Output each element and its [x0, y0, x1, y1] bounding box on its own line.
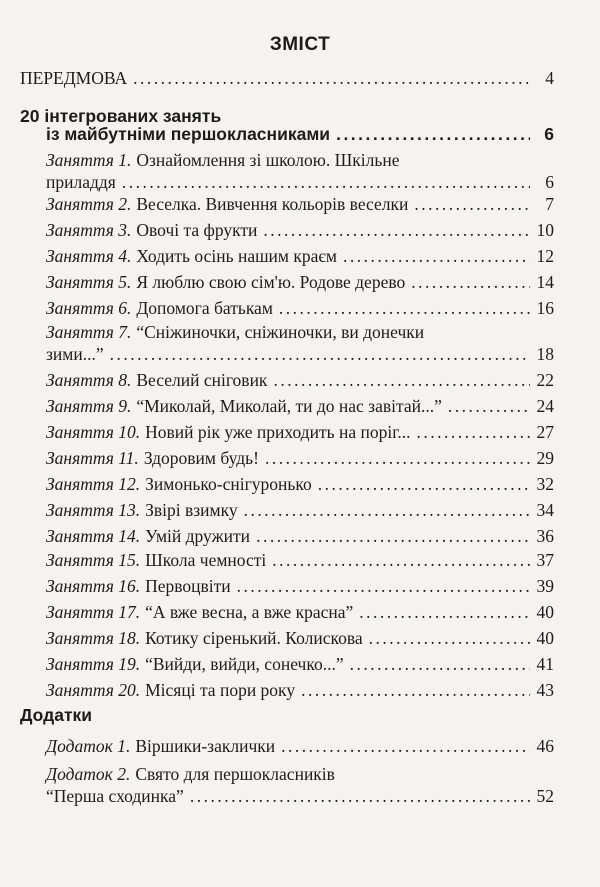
page-number: 39: [536, 576, 554, 596]
dot-leader: [244, 500, 530, 521]
dot-leader: [279, 298, 530, 319]
dot-leader: [318, 474, 530, 495]
dot-leader: [122, 172, 530, 193]
dot-leader: [265, 448, 530, 469]
dot-leader: [133, 68, 530, 89]
entry-title: Новий рік уже приходить на поріг...: [145, 422, 411, 442]
entry-title: Ознайомлення зі школою. Шкільне: [136, 150, 400, 170]
dot-leader: [414, 194, 530, 215]
page-number: 36: [536, 526, 554, 546]
dot-leader: [448, 396, 530, 417]
entry-label: Заняття 3.: [46, 220, 132, 240]
dot-leader: [359, 602, 530, 623]
entry-title-continued: зими...”: [46, 344, 104, 364]
entry-title: Овочі та фрукти: [136, 220, 258, 240]
entry-label: Заняття 8.: [46, 370, 132, 390]
dot-leader: [256, 526, 530, 547]
entry-title: “Сніжиночки, сніжиночки, ви донечки: [136, 322, 425, 342]
page-number: 52: [536, 786, 554, 806]
entry-label: Заняття 15.: [46, 550, 141, 570]
entry-title: “Миколай, Миколай, ти до нас завітай...”: [136, 396, 442, 416]
dot-leader: [190, 786, 530, 807]
entry-title: Звірі взимку: [145, 500, 238, 520]
page-number: 16: [536, 298, 554, 318]
entry-title: Я люблю свою сім'ю. Родове дерево: [136, 272, 406, 292]
page-number: 34: [536, 500, 554, 520]
entry-title: Здоровим будь!: [143, 448, 259, 468]
entry-title: Первоцвіти: [145, 576, 231, 596]
entry-title: Ходить осінь нашим краєм: [136, 246, 337, 266]
dot-leader: [237, 576, 530, 597]
page-number: 22: [536, 370, 554, 390]
entry-title: Умій дружити: [145, 526, 251, 546]
entry-label: Заняття 19.: [46, 654, 141, 674]
dot-leader: [336, 124, 530, 145]
entry-title: Зимонько-снігуронько: [145, 474, 312, 494]
page-number: 14: [536, 272, 554, 292]
dot-leader: [110, 344, 530, 365]
page-number: 41: [536, 654, 554, 674]
section-heading-lessons: 20 інтегрованих занять: [20, 106, 222, 126]
page-number: 29: [536, 448, 554, 468]
page-number: 6: [545, 172, 554, 192]
entry-label: Заняття 2.: [46, 194, 132, 214]
entry-label: Заняття 12.: [46, 474, 141, 494]
page-number: 37: [536, 550, 554, 570]
entry-label: Заняття 13.: [46, 500, 141, 520]
page-number: 12: [536, 246, 554, 266]
page-number: 32: [536, 474, 554, 494]
dot-leader: [369, 628, 530, 649]
page-number: 7: [545, 194, 554, 214]
page-number: 27: [536, 422, 554, 442]
page-number: 6: [544, 124, 554, 144]
entry-label: Заняття 7.: [46, 322, 132, 342]
entry-title-continued: приладдя: [46, 172, 116, 192]
entry-title: “Вийди, вийди, сонечко...”: [145, 654, 344, 674]
dot-leader: [301, 680, 530, 701]
entry-title: Віршики-заклички: [135, 736, 276, 756]
entry-title: Школа чемності: [145, 550, 267, 570]
dot-leader: [411, 272, 530, 293]
page-title: ЗМІСТ: [269, 34, 331, 55]
dot-leader: [343, 246, 530, 267]
entry-title: ПЕРЕДМОВА: [20, 68, 128, 88]
entry-title: Веселий сніговик: [136, 370, 268, 390]
dot-leader: [263, 220, 530, 241]
entry-title-continued: “Перша сходинка”: [46, 786, 184, 806]
entry-label: Заняття 1.: [46, 150, 132, 170]
entry-label: Додаток 2.: [46, 764, 131, 784]
entry-title: із майбутніми першокласниками: [46, 124, 331, 144]
entry-label: Заняття 16.: [46, 576, 141, 596]
entry-label: Заняття 14.: [46, 526, 141, 546]
entry-label: Заняття 20.: [46, 680, 141, 700]
entry-label: Заняття 9.: [46, 396, 132, 416]
dot-leader: [281, 736, 530, 757]
dot-leader: [417, 422, 530, 443]
entry-title: Котику сіренький. Колискова: [145, 628, 363, 648]
entry-label: Додаток 1.: [46, 736, 131, 756]
page-number: 40: [536, 602, 554, 622]
entry-title: Місяці та пори року: [145, 680, 296, 700]
page-number: 43: [536, 680, 554, 700]
entry-label: Заняття 17.: [46, 602, 141, 622]
section-heading-appendix: Додатки: [20, 705, 93, 725]
entry-label: Заняття 4.: [46, 246, 132, 266]
page-number: 24: [536, 396, 554, 416]
dot-leader: [272, 550, 530, 571]
entry-label: Заняття 10.: [46, 422, 141, 442]
dot-leader: [273, 370, 530, 391]
dot-leader: [350, 654, 530, 675]
entry-label: Заняття 5.: [46, 272, 132, 292]
page-number: 18: [536, 344, 554, 364]
entry-title: Веселка. Вивчення кольорів веселки: [136, 194, 409, 214]
page-number: 40: [536, 628, 554, 648]
page-number: 46: [536, 736, 554, 756]
entry-title: “А вже весна, а вже красна”: [145, 602, 354, 622]
entry-label: Заняття 18.: [46, 628, 141, 648]
entry-title: Допомога батькам: [136, 298, 273, 318]
page-number: 4: [545, 68, 554, 88]
entry-label: Заняття 11.: [46, 448, 139, 468]
entry-label: Заняття 6.: [46, 298, 132, 318]
entry-title: Свято для першокласників: [135, 764, 335, 784]
page-number: 10: [536, 220, 554, 240]
